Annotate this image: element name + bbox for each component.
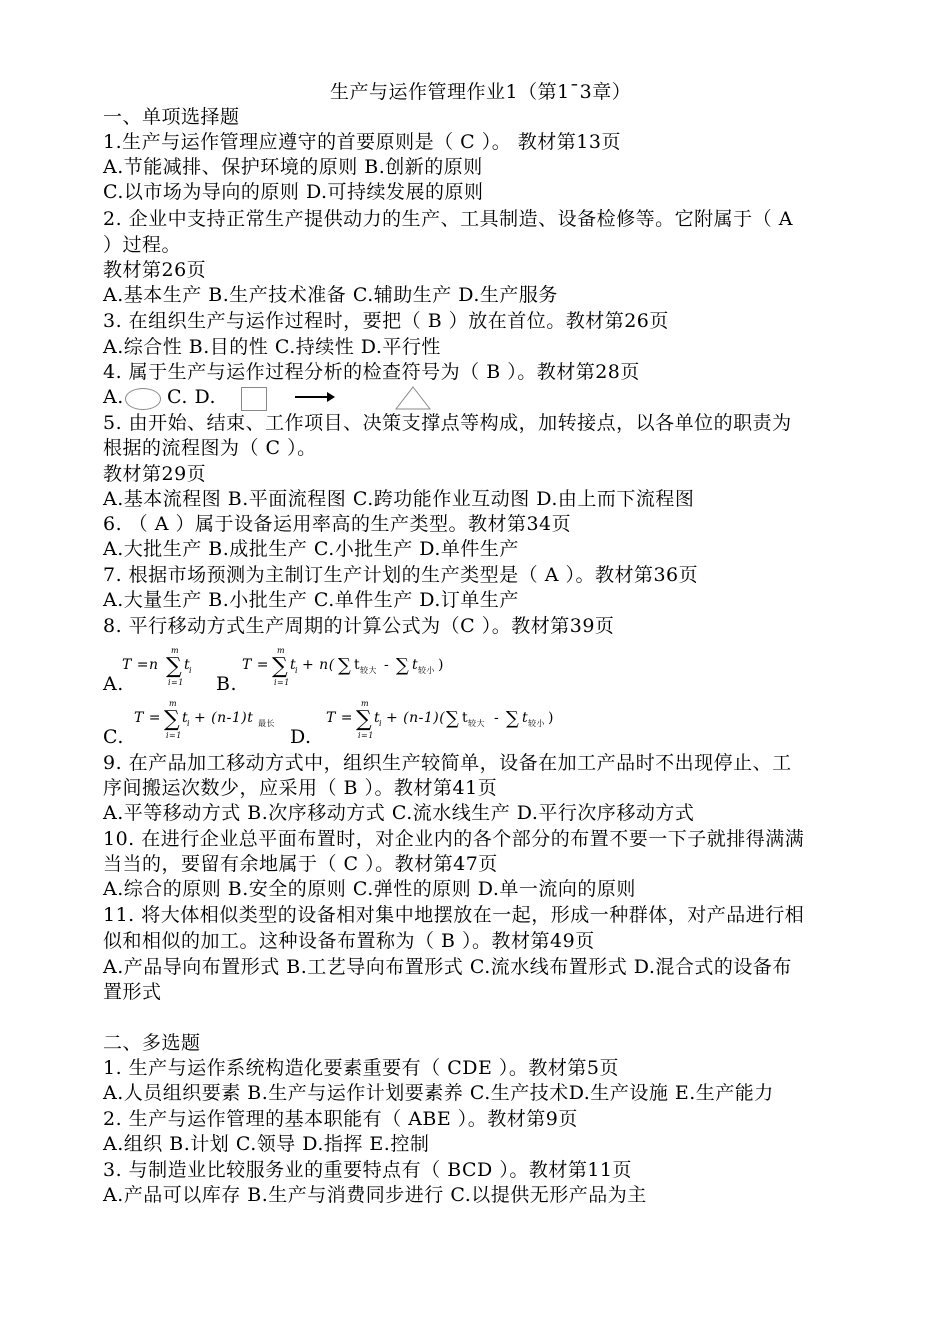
svg-text:-: - [384, 657, 390, 673]
formula-c [130, 698, 300, 743]
square-symbol-icon [241, 387, 267, 411]
svg-text:+ (n-1)t: + (n-1)t [194, 710, 254, 726]
question-11-line2: 似和相似的加工。这种设备布置称为（ B ）。教材第49页 [103, 930, 595, 952]
question-2-line3: 教材第26页 [103, 259, 207, 281]
question-9-line1: 9. 在产品加工移动方式中，组织生产较简单，设备在加工产品时不出现停止、工 [103, 752, 792, 774]
question-5-line1: 5. 由开始、结束、工作项目、决策支撑点等构成，加转接点，以各单位的职责为 [103, 412, 792, 434]
section-heading-multiple-choice: 二、多选题 [103, 1032, 201, 1054]
svg-text:m: m [277, 646, 286, 655]
formula-d [322, 698, 592, 743]
arrow-symbol-icon [291, 389, 337, 405]
question-9-options: A.平等移动方式 B.次序移动方式 C.流水线生产 D.平行次序移动方式 [103, 802, 695, 824]
question-11-options-line1: A.产品导向布置形式 B.工艺导向布置形式 C.流水线布置形式 D.混合式的设备布 [103, 956, 792, 978]
mc-question-1: 1. 生产与运作系统构造化要素重要有（ CDE ）。教材第5页 [103, 1057, 619, 1079]
svg-text:t: t [412, 657, 419, 673]
svg-text:i: i [379, 719, 383, 728]
question-1-options-line1: A.节能减排、保护环境的原则 B.创新的原则 [103, 156, 483, 178]
svg-text:t: t [184, 657, 191, 673]
question-7-options: A.大量生产 B.小批生产 C.单件生产 D.订单生产 [103, 589, 519, 611]
svg-text:∑: ∑ [166, 654, 183, 679]
svg-text:i=1: i=1 [274, 678, 290, 687]
question-6-options: A.大批生产 B.成批生产 C.小批生产 D.单件生产 [103, 538, 519, 560]
question-4-options [103, 385, 443, 411]
mc-question-3: 3. 与制造业比较服务业的重要特点有（ BCD ）。教材第11页 [103, 1159, 633, 1181]
question-10-line2: 当当的，要留有余地属于（ C ）。教材第47页 [103, 853, 498, 875]
svg-text:∑: ∑ [338, 655, 352, 676]
svg-text:∑: ∑ [506, 708, 520, 729]
svg-text:+ (n-1)(: + (n-1)( [386, 710, 446, 726]
question-10-line1: 10. 在进行企业总平面布置时，对企业内的各个部分的布置不要一下子就排得满满 [103, 828, 805, 850]
svg-text:i: i [295, 666, 299, 675]
question-2-line1: 2. 企业中支持正常生产提供动力的生产、工具制造、设备检修等。它附属于（ A [103, 208, 793, 230]
circle-symbol-icon [125, 388, 161, 410]
svg-text:较大: 较大 [468, 719, 485, 728]
svg-text:最长: 最长 [258, 719, 275, 728]
svg-text:i=1: i=1 [358, 731, 374, 740]
question-2-line2: ）过程。 [103, 234, 182, 256]
mc-question-2-options: A.组织 B.计划 C.领导 D.指挥 E.控制 [103, 1133, 430, 1155]
formula-b-label: B. [216, 673, 238, 695]
option-c-d-label: C. D. [167, 386, 217, 408]
svg-text:m: m [169, 699, 178, 708]
question-5-line2: 根据的流程图为（ C ）。 [103, 437, 317, 459]
question-5-options: A.基本流程图 B.平面流程图 C.跨功能作业互动图 D.由上而下流程图 [103, 488, 695, 510]
svg-text:较小: 较小 [418, 666, 435, 675]
formula-d-label: D. [290, 726, 312, 748]
svg-text:较小: 较小 [528, 719, 545, 728]
question-8: 8. 平行移动方式生产周期的计算公式为（C ）。教材第39页 [103, 615, 615, 637]
question-7: 7. 根据市场预测为主制订生产计划的生产类型是（ A ）。教材第36页 [103, 564, 699, 586]
question-4: 4. 属于生产与运作过程分析的检查符号为（ B ）。教材第28页 [103, 361, 640, 383]
mc-question-2: 2. 生产与运作管理的基本职能有（ ABE ）。教材第9页 [103, 1108, 578, 1130]
document-title: 生产与运作管理作业1（第1¯3章） [330, 81, 632, 103]
question-6: 6. （ A ）属于设备运用率高的生产类型。教材第34页 [103, 513, 572, 535]
svg-text:): ) [438, 657, 444, 673]
svg-text:m: m [171, 646, 180, 655]
question-10-options: A.综合的原则 B.安全的原则 C.弹性的原则 D.单一流向的原则 [103, 878, 636, 900]
formula-b [238, 645, 478, 690]
svg-text:i: i [189, 666, 193, 675]
question-1: 1.生产与运作管理应遵守的首要原则是（ C ）。 教材第13页 [103, 131, 621, 153]
svg-text:∑: ∑ [356, 707, 373, 732]
svg-text:T =: T = [326, 710, 354, 726]
svg-text:i=1: i=1 [166, 731, 182, 740]
question-3-options: A.综合性 B.目的性 C.持续性 D.平行性 [103, 336, 441, 358]
question-5-line3: 教材第29页 [103, 463, 207, 485]
svg-text:T =: T = [134, 710, 162, 726]
svg-text:∑: ∑ [396, 655, 410, 676]
mc-question-3-options: A.产品可以库存 B.生产与消费同步进行 C.以提供无形产品为主 [103, 1184, 647, 1206]
svg-text:T =n: T =n [122, 657, 159, 673]
question-1-options-line2: C.以市场为导向的原则 D.可持续发展的原则 [103, 181, 484, 203]
mc-question-1-options: A.人员组织要素 B.生产与运作计划要素养 C.生产技术D.生产设施 E.生产能力 [103, 1082, 774, 1104]
svg-text:t: t [290, 657, 297, 673]
formula-a [118, 645, 218, 690]
svg-text:i: i [187, 719, 191, 728]
svg-text:+ n(: + n( [302, 657, 335, 673]
svg-text:m: m [361, 699, 370, 708]
svg-text:∑: ∑ [272, 654, 289, 679]
svg-text:∑: ∑ [164, 707, 181, 732]
formula-a-label: A. [103, 673, 124, 695]
question-3: 3. 在组织生产与运作过程时，要把（ B ）放在首位。教材第26页 [103, 310, 669, 332]
svg-text:t: t [462, 710, 469, 726]
triangle-symbol-icon [393, 385, 433, 411]
question-2-options: A.基本生产 B.生产技术准备 C.辅助生产 D.生产服务 [103, 284, 558, 306]
svg-text:): ) [548, 710, 554, 726]
svg-text:较大: 较大 [360, 666, 377, 675]
svg-text:t: t [522, 710, 529, 726]
svg-text:i=1: i=1 [168, 678, 184, 687]
svg-text:T =: T = [242, 657, 270, 673]
svg-text:t: t [354, 657, 361, 673]
svg-text:∑: ∑ [446, 708, 460, 729]
svg-text:t: t [182, 710, 189, 726]
formula-c-label: C. [103, 726, 124, 748]
svg-text:-: - [494, 710, 500, 726]
question-9-line2: 序间搬运次数少，应采用（ B ）。教材第41页 [103, 777, 498, 799]
svg-text:t: t [374, 710, 381, 726]
question-11-line1: 11. 将大体相似类型的设备相对集中地摆放在一起，形成一种群体，对产品进行相 [103, 904, 805, 926]
section-heading-single-choice: 一、单项选择题 [103, 106, 240, 128]
option-a-label: A. [103, 386, 124, 408]
question-11-options-line2: 置形式 [103, 981, 162, 1003]
